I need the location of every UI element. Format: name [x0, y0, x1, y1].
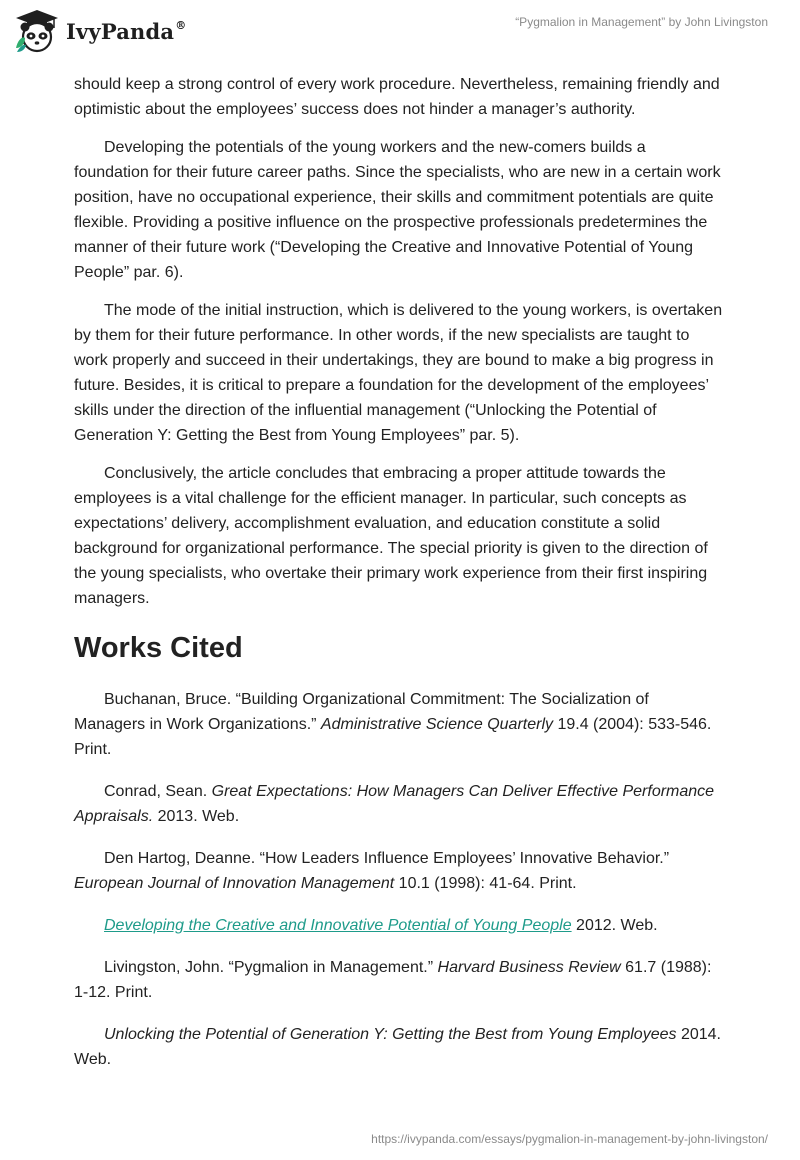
body-paragraph: should keep a strong control of every work procedure. Nevertheless, remaining friendly and optimistic about the employees’ success does not hinder a manager’s authority.	[74, 76, 720, 118]
citation-entry: Unlocking the Potential of Generation Y: Getting the Best from Young Employees 2014. Web.	[74, 1026, 721, 1068]
footer-url: https://ivypanda.com/essays/pygmalion-in-management-by-john-livingston/	[371, 1132, 768, 1146]
citation-entry: Buchanan, Bruce. “Building Organizational Commitment: The Socialization of Managers in Work Organizations.” Administrative Science Quarterly 19.4 (2004): 533-546. Print.	[74, 691, 712, 758]
ivypanda-logo[interactable]	[14, 8, 186, 54]
body-paragraph: Conclusively, the article concludes that embracing a proper attitude towards the employees is a vital challenge for the efficient manager. In particular, such concepts as expectations’ delivery, accomplishment evaluation, and education constitute a solid background for organizational performance. The special priority is given to the direction of the young specialists, who overtake their primary work experience from their first inspiring managers.	[74, 465, 708, 607]
citation-entry: Developing the Creative and Innovative Potential of Young People 2012. Web.	[104, 917, 658, 934]
citation-entry: Conrad, Sean. Great Expectations: How Managers Can Deliver Effective Performance Appraisals. 2013. Web.	[74, 783, 715, 825]
citation-entry: Den Hartog, Deanne. “How Leaders Influence Employees’ Innovative Behavior.” European Journal of Innovation Management 10.1 (1998): 41-64. Print.	[74, 850, 670, 892]
logo-wordmark: IvyPanda®	[66, 18, 187, 44]
body-paragraph: Developing the potentials of the young workers and the new-comers builds a foundation for their future career paths. Since the specialists, who are new in a certain work position, have no occupational experience, their skills and commitment potentials are quite flexible. Providing a positive influence on the prospective professionals predetermines the manner of their future work (“Developing the Creative and Innovative Potential of Young People” par. 6).	[74, 139, 721, 281]
works-cited-heading: Works Cited	[74, 632, 243, 664]
body-paragraph: The mode of the initial instruction, which is delivered to the young workers, is overtaken by them for their future performance. In other words, if the new specialists are taught to work properly and succeed in their undertakings, they are bound to make a big progress in future. Besides, it is critical to prepare a foundation for the development of the employees’ skills under the direction of the influential management (“Unlocking the Potential of Generation Y: Getting the Best from Young Employees” par. 5).	[74, 302, 723, 444]
page-header	[0, 0, 800, 70]
citation-entry: Livingston, John. “Pygmalion in Management.” Harvard Business Review 61.7 (1988): 1-12. Print.	[74, 959, 712, 1001]
running-title: “Pygmalion in Management” by John Livingston	[515, 15, 768, 29]
citation-link[interactable]: Developing the Creative and Innovative Potential of Young People	[104, 917, 572, 934]
essay-content	[74, 72, 724, 1089]
panda-graduate-icon	[14, 8, 60, 54]
